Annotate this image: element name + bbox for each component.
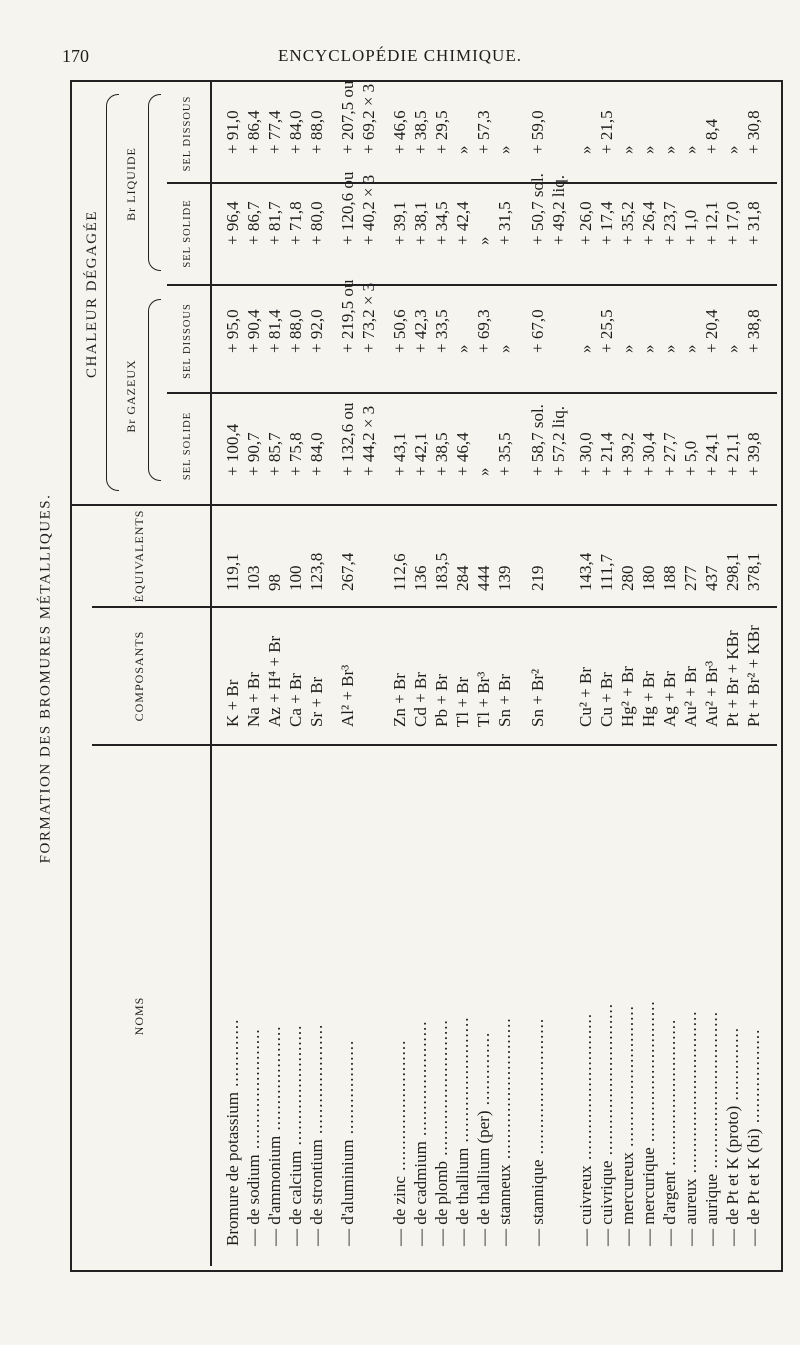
cell-gaz-solide: + 39,8 <box>744 432 763 476</box>
cell-name: — de Pt et K (proto) .............. <box>723 1027 742 1246</box>
divider-gazeux-liquide <box>167 285 777 287</box>
cell-liq-dissous: » <box>618 145 637 154</box>
cell-name: — de thallium ........................ <box>453 1016 472 1246</box>
cell-equivalents: 219 <box>528 565 547 591</box>
cell-name: — aureux ............................... <box>681 1010 700 1246</box>
cell-gaz-solide: + 90,7 <box>244 432 263 476</box>
cell-equivalents: 180 <box>639 565 658 591</box>
cell-gaz-solide: + 30,4 <box>639 432 658 476</box>
cell-gaz-dissous: + 95,0 <box>223 309 242 353</box>
cell-composants: Az + H⁴ + Br <box>265 635 284 727</box>
cell-gaz-solide: » <box>474 467 493 476</box>
cell-liq-dissous: » <box>681 145 700 154</box>
cell-composants: Na + Br <box>244 672 263 727</box>
cell-equivalents: 98 <box>265 574 284 591</box>
cell-liq-dissous: + 29,5 <box>432 110 451 154</box>
cell-composants: Sn + Br² <box>528 668 547 727</box>
cell-liq-solide: + 26,4 <box>639 201 658 245</box>
cell-equivalents: 111,7 <box>597 554 616 591</box>
cell-composants: Ca + Br <box>286 673 305 727</box>
cell-composants: Pt + Br² + KBr <box>744 625 763 727</box>
cell-liq-dissous: + 46,6 <box>390 110 409 154</box>
cell-liq-dissous: + 59,0 <box>528 110 547 154</box>
cell-equivalents: 119,1 <box>223 553 242 591</box>
cell-gaz-solide: + 38,5 <box>432 432 451 476</box>
cell-name: — d'aluminium .................. <box>338 1039 357 1246</box>
header-chaleur: CHALEUR DÉGAGÉE <box>84 210 100 378</box>
thermochemistry-table <box>72 82 777 1266</box>
cell-equivalents: 112,6 <box>390 553 409 591</box>
cell-name: — mercurique ........................... <box>639 1000 658 1246</box>
cell-gaz-solide: + 21,1 <box>723 432 742 476</box>
header-br-liquide: Br LIQUIDE <box>124 147 138 221</box>
cell-liq-dissous: » <box>576 145 595 154</box>
header-composants: COMPOSANTS <box>132 630 146 722</box>
cell-equivalents: 284 <box>453 565 472 591</box>
cell-equivalents: 143,4 <box>576 552 595 591</box>
cell-name: — stannique .......................... <box>528 1017 547 1246</box>
cell-name: — de strontium ..................... <box>307 1023 326 1246</box>
page-number: 170 <box>62 46 89 66</box>
cell-liq-solide: + 40,2 × 3 <box>359 174 378 245</box>
cell-composants: Hg² + Br <box>618 666 637 727</box>
brace-br-gazeux <box>148 299 161 481</box>
header-sel-solide-liquide: SEL SOLIDE <box>182 199 193 268</box>
cell-liq-solide: + 34,5 <box>432 201 451 245</box>
cell-gaz-dissous: + 90,4 <box>244 309 263 353</box>
cell-gaz-dissous: + 25,5 <box>597 309 616 353</box>
cell-equivalents: 183,5 <box>432 552 451 591</box>
cell-gaz-solide: + 84,0 <box>307 432 326 476</box>
cell-liq-solide: + 39,1 <box>390 201 409 245</box>
cell-liq-solide: + 81,7 <box>265 201 284 245</box>
cell-liq-dissous: » <box>660 145 679 154</box>
cell-composants: Pt + Br + KBr <box>723 630 742 727</box>
cell-liq-solide: + 96,4 <box>223 201 242 245</box>
cell-equivalents: 298,1 <box>723 552 742 591</box>
cell-gaz-dissous: + 88,0 <box>286 309 305 353</box>
cell-name: — de zinc ......................... <box>390 1039 409 1246</box>
cell-composants: Al² + Br³ <box>338 664 357 727</box>
cell-composants: Pb + Br <box>432 673 451 727</box>
cell-name: — d'ammonium .................... <box>265 1025 284 1246</box>
cell-composants: Au² + Br³ <box>702 660 721 727</box>
cell-liq-dissous: + 8,4 <box>702 118 721 154</box>
cell-gaz-solide: + 75,8 <box>286 432 305 476</box>
cell-liq-dissous: + 57,3 <box>474 110 493 154</box>
header-noms: NOMS <box>132 996 146 1036</box>
header-equivalents: ÉQUIVALENTS <box>132 509 146 603</box>
cell-gaz-dissous: + 69,3 <box>474 309 493 353</box>
cell-name: — aurique .............................. <box>702 1011 721 1246</box>
cell-gaz-dissous: » <box>681 344 700 353</box>
cell-gaz-solide: + 42,1 <box>411 432 430 476</box>
cell-equivalents: 437 <box>702 565 721 591</box>
cell-liq-solide: + 23,7 <box>660 201 679 245</box>
cell-gaz-solide: + 44,2 × 3 <box>359 405 378 476</box>
divider-composants <box>92 607 777 609</box>
cell-liq-solide: + 12,1 <box>702 201 721 245</box>
cell-gaz-dissous: + 20,4 <box>702 309 721 353</box>
cell-liq-dissous: + 30,8 <box>744 110 763 154</box>
cell-liq-solide: + 42,4 <box>453 201 472 245</box>
cell-composants: Ag + Br <box>660 671 679 727</box>
cell-equivalents: 123,8 <box>307 552 326 591</box>
cell-liq-solide: + 49,2 liq. <box>549 174 568 245</box>
cell-liq-dissous: » <box>639 145 658 154</box>
cell-name: — cuivreux ............................ <box>576 1013 595 1246</box>
cell-gaz-solide: + 39,2 <box>618 432 637 476</box>
cell-composants: Zn + Br <box>390 673 409 727</box>
cell-liq-dissous: + 91,0 <box>223 110 242 154</box>
cell-gaz-solide: + 46,4 <box>453 432 472 476</box>
cell-gaz-solide: + 21,4 <box>597 432 616 476</box>
header-sel-solide-gazeux: SEL SOLIDE <box>182 411 193 481</box>
cell-liq-dissous: + 21,5 <box>597 110 616 154</box>
cell-gaz-dissous: + 38,8 <box>744 309 763 353</box>
cell-composants: Sr + Br <box>307 676 326 727</box>
cell-liq-solide: + 1,0 <box>681 209 700 245</box>
cell-gaz-solide: + 100,4 <box>223 423 242 476</box>
cell-gaz-solide: + 43,1 <box>390 432 409 476</box>
cell-equivalents: 444 <box>474 565 493 591</box>
cell-gaz-dissous: » <box>495 344 514 353</box>
cell-gaz-dissous: + 42,3 <box>411 309 430 353</box>
cell-composants: Tl + Br³ <box>474 671 493 727</box>
cell-gaz-solide: + 27,7 <box>660 432 679 476</box>
cell-liq-dissous: + 88,0 <box>307 110 326 154</box>
cell-liq-solide: + 38,1 <box>411 201 430 245</box>
cell-name: — de calcium ....................... <box>286 1024 305 1246</box>
cell-gaz-dissous: + 92,0 <box>307 309 326 353</box>
cell-composants: Au² + Br <box>681 666 700 727</box>
cell-liq-dissous: + 38,5 <box>411 110 430 154</box>
cell-equivalents: 136 <box>411 565 430 591</box>
cell-name: — de thallium (per) .............. <box>474 1031 493 1246</box>
cell-liq-dissous: + 77,4 <box>265 110 284 154</box>
cell-liq-dissous: + 207,5 ou <box>338 80 357 154</box>
header-sel-dissous-liquide: SEL DISSOUS <box>182 95 193 172</box>
cell-liq-solide: + 17,0 <box>723 201 742 245</box>
header-sel-dissous-gazeux: SEL DISSOUS <box>182 303 193 379</box>
cell-liq-solide: + 80,0 <box>307 201 326 245</box>
cell-gaz-solide: + 5,0 <box>681 440 700 476</box>
cell-name: — cuivrique ............................. <box>597 1003 616 1246</box>
brace-chaleur <box>106 94 119 491</box>
cell-gaz-dissous: + 219,5 ou <box>338 279 357 353</box>
cell-gaz-dissous: + 50,6 <box>390 309 409 353</box>
cell-gaz-solide: + 35,5 <box>495 432 514 476</box>
cell-liq-solide: » <box>474 236 493 245</box>
cell-liq-dissous: + 86,4 <box>244 110 263 154</box>
divider-equivalents <box>72 505 777 507</box>
cell-composants: Hg + Br <box>639 671 658 727</box>
cell-gaz-dissous: + 73,2 × 3 <box>359 282 378 353</box>
header-underline <box>210 82 212 1266</box>
table-title: FORMATION DES BROMURES MÉTALLIQUES. <box>37 493 54 864</box>
cell-name: — de sodium ....................... <box>244 1028 263 1246</box>
cell-equivalents: 100 <box>286 565 305 591</box>
cell-gaz-dissous: + 67,0 <box>528 309 547 353</box>
cell-gaz-dissous: » <box>453 344 472 353</box>
cell-composants: Cu + Br <box>597 672 616 727</box>
cell-name: — de Pt et K (bi) .................. <box>744 1028 763 1246</box>
divider-sel-gazeux <box>167 393 777 395</box>
cell-gaz-solide: + 57,2 liq. <box>549 405 568 476</box>
header-br-gazeux: Br GAZEUX <box>124 359 138 433</box>
cell-equivalents: 267,4 <box>338 552 357 591</box>
cell-liq-solide: + 17,4 <box>597 201 616 245</box>
cell-liq-solide: + 31,8 <box>744 201 763 245</box>
brace-br-liquide <box>148 94 161 271</box>
cell-equivalents: 277 <box>681 565 700 591</box>
cell-liq-dissous: + 84,0 <box>286 110 305 154</box>
cell-liq-solide: + 35,2 <box>618 201 637 245</box>
cell-name: — de plomb .......................... <box>432 1019 451 1246</box>
cell-liq-solide: + 50,7 sol. <box>528 173 547 245</box>
cell-liq-dissous: » <box>495 145 514 154</box>
cell-gaz-dissous: » <box>723 344 742 353</box>
cell-gaz-dissous: » <box>660 344 679 353</box>
cell-liq-solide: + 26,0 <box>576 201 595 245</box>
cell-composants: Sn + Br <box>495 673 514 727</box>
cell-name: — stanneux ........................... <box>495 1017 514 1246</box>
cell-liq-solide: + 71,8 <box>286 201 305 245</box>
divider-sel-liquide <box>167 183 777 185</box>
cell-composants: Cu² + Br <box>576 666 595 727</box>
cell-gaz-dissous: » <box>639 344 658 353</box>
cell-liq-dissous: + 69,2 × 3 <box>359 83 378 154</box>
cell-equivalents: 280 <box>618 565 637 591</box>
cell-liq-solide: + 86,7 <box>244 201 263 245</box>
cell-equivalents: 103 <box>244 565 263 591</box>
cell-gaz-dissous: » <box>576 344 595 353</box>
cell-gaz-dissous: + 81,4 <box>265 309 284 353</box>
cell-composants: Tl + Br <box>453 676 472 727</box>
cell-equivalents: 139 <box>495 565 514 591</box>
cell-gaz-solide: + 30,0 <box>576 432 595 476</box>
cell-liq-solide: + 31,5 <box>495 201 514 245</box>
cell-liq-dissous: » <box>723 145 742 154</box>
cell-name: — mercureux ........................... <box>618 1005 637 1246</box>
cell-gaz-dissous: » <box>618 344 637 353</box>
cell-gaz-solide: + 85,7 <box>265 432 284 476</box>
cell-composants: Cd + Br <box>411 672 430 727</box>
cell-name: — d'argent ............................ <box>660 1018 679 1246</box>
cell-name: Bromure de potassium ............. <box>223 1018 242 1246</box>
cell-gaz-solide: + 132,6 ou <box>338 402 357 476</box>
cell-gaz-solide: + 24,1 <box>702 432 721 476</box>
cell-liq-dissous: » <box>453 145 472 154</box>
cell-composants: K + Br <box>223 679 242 727</box>
cell-equivalents: 188 <box>660 565 679 591</box>
cell-gaz-dissous: + 33,5 <box>432 309 451 353</box>
cell-liq-solide: + 120,6 ou <box>338 171 357 245</box>
cell-gaz-solide: + 58,7 sol. <box>528 404 547 476</box>
cell-name: — de cadmium ...................... <box>411 1020 430 1246</box>
cell-equivalents: 378,1 <box>744 552 763 591</box>
running-head: ENCYCLOPÉDIE CHIMIQUE. <box>278 46 522 65</box>
